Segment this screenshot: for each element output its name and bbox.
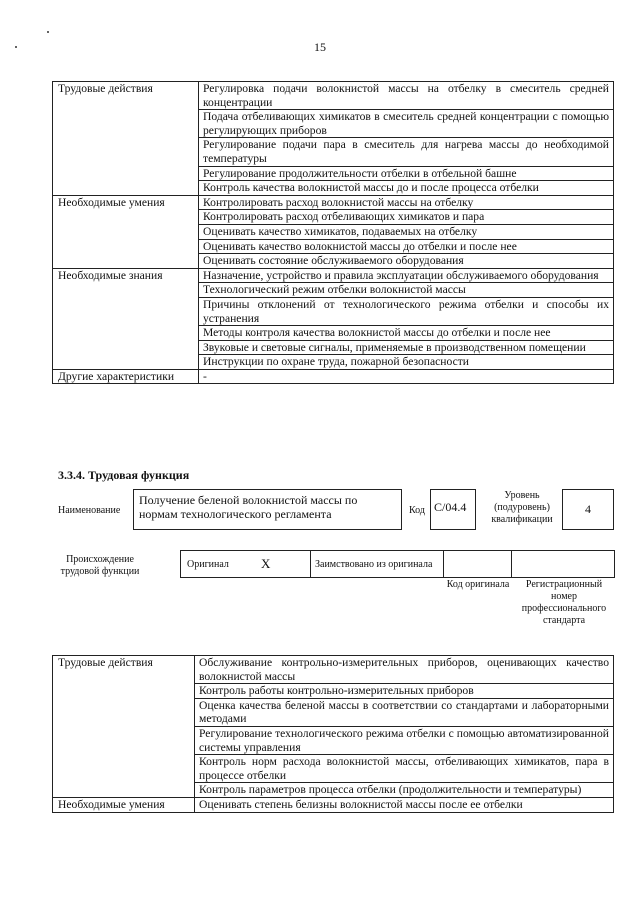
level-label: Уровень (подуровень) квалификации bbox=[491, 490, 553, 525]
table-cell: Технологический режим отбелки волокнистой массы bbox=[199, 283, 614, 298]
origin-divider bbox=[511, 551, 512, 577]
table-cell: Контроль качества волокнистой массы до и после процесса отбелки bbox=[199, 181, 614, 196]
origin-label: Происхождение трудовой функции bbox=[60, 554, 140, 577]
table-row bbox=[53, 268, 614, 283]
table-cell: Методы контроля качества волокнистой массы до отбелки и после нее bbox=[199, 326, 614, 341]
table-cell: - bbox=[199, 369, 614, 384]
table-cell: Оценивать степень белизны волокнистой массы после ее отбелки bbox=[195, 797, 614, 812]
table-cell: Инструкции по охране труда, пожарной безопасности bbox=[199, 355, 614, 370]
table-cell: Звуковые и световые сигналы, применяемые в производственном помещении bbox=[199, 340, 614, 355]
original-mark: X bbox=[261, 556, 271, 571]
table-cell: Регулирование продолжительности отбелки в отбельной башне bbox=[199, 166, 614, 181]
code-label: Код bbox=[409, 505, 425, 516]
function-heading: 3.3.4. Трудовая функция bbox=[58, 468, 190, 482]
table-cell: Назначение, устройство и правила эксплуатации обслуживаемого оборудования bbox=[199, 268, 614, 283]
table-row bbox=[53, 195, 614, 210]
table-cell: Оценивать качество химикатов, подаваемых на отбелку bbox=[199, 224, 614, 239]
table-cell: Контроль норм расхода волокнистой массы, отбеливающих химикатов, пара в процессе отбелки bbox=[195, 755, 614, 783]
top-competency-table bbox=[52, 81, 614, 384]
table-cell: Контролировать расход волокнистой массы на отбелку bbox=[199, 195, 614, 210]
table-row bbox=[53, 797, 614, 812]
table-cell: Регулирование технологического режима отбелки с помощью автоматизированной системы управления bbox=[195, 726, 614, 754]
name-value-box bbox=[133, 489, 402, 530]
original-label: Оригинал bbox=[187, 559, 229, 570]
table-row bbox=[53, 82, 614, 110]
table-cell: Регулирование подачи пара в смеситель для нагрева массы до необходимой температуры bbox=[199, 138, 614, 166]
section-label: Трудовые действия bbox=[53, 82, 199, 196]
reg-number-caption: Регистрационный номер профессионального стандарта bbox=[521, 579, 607, 626]
level-value: 4 bbox=[585, 502, 591, 516]
origin-divider bbox=[310, 551, 311, 577]
section-label: Необходимые умения bbox=[53, 797, 195, 812]
level-value-box bbox=[562, 489, 614, 530]
borrowed-label: Заимствовано из оригинала bbox=[315, 559, 433, 570]
section-label: Трудовые действия bbox=[53, 656, 195, 798]
table-cell: Обслуживание контрольно-измерительных приборов, оценивающих качество волокнистой массы bbox=[195, 656, 614, 684]
section-label: Другие характеристики bbox=[53, 369, 199, 384]
table-cell: Оценивать качество волокнистой массы до отбелки и после нее bbox=[199, 239, 614, 254]
bottom-competency-table bbox=[52, 655, 614, 813]
code-value-box bbox=[430, 489, 476, 530]
table-row bbox=[53, 369, 614, 384]
table-cell: Оценивать состояние обслуживаемого оборудования bbox=[199, 254, 614, 269]
code-value: C/04.4 bbox=[434, 500, 467, 514]
table-cell: Подача отбеливающих химикатов в смеситель средней концентрации с помощью регулирующих приборов bbox=[199, 110, 614, 138]
table-cell: Регулировка подачи волокнистой массы на отбелку в смеситель средней концентрации bbox=[199, 82, 614, 110]
table-cell: Причины отклонений от технологического режима отбелки и способы их устранения bbox=[199, 297, 614, 325]
page-number: 15 bbox=[314, 40, 326, 54]
origin-table bbox=[180, 550, 615, 578]
table-cell: Контролировать расход отбеливающих химикатов и пара bbox=[199, 210, 614, 225]
code-original-caption: Код оригинала bbox=[446, 579, 510, 590]
section-label: Необходимые знания bbox=[53, 268, 199, 369]
origin-divider bbox=[443, 551, 444, 577]
name-label: Наименование bbox=[58, 505, 121, 516]
table-cell: Оценка качества беленой массы в соответствии со стандартами и лабораторными методами bbox=[195, 698, 614, 726]
table-cell: Контроль параметров процесса отбелки (продолжительности и температуры) bbox=[195, 783, 614, 798]
section-label: Необходимые умения bbox=[53, 195, 199, 268]
table-cell: Контроль работы контрольно-измерительных приборов bbox=[195, 684, 614, 699]
name-value: Получение беленой волокнистой массы по нормам технологического регламента bbox=[139, 493, 358, 521]
scan-speck bbox=[47, 31, 49, 33]
table-row bbox=[53, 656, 614, 684]
